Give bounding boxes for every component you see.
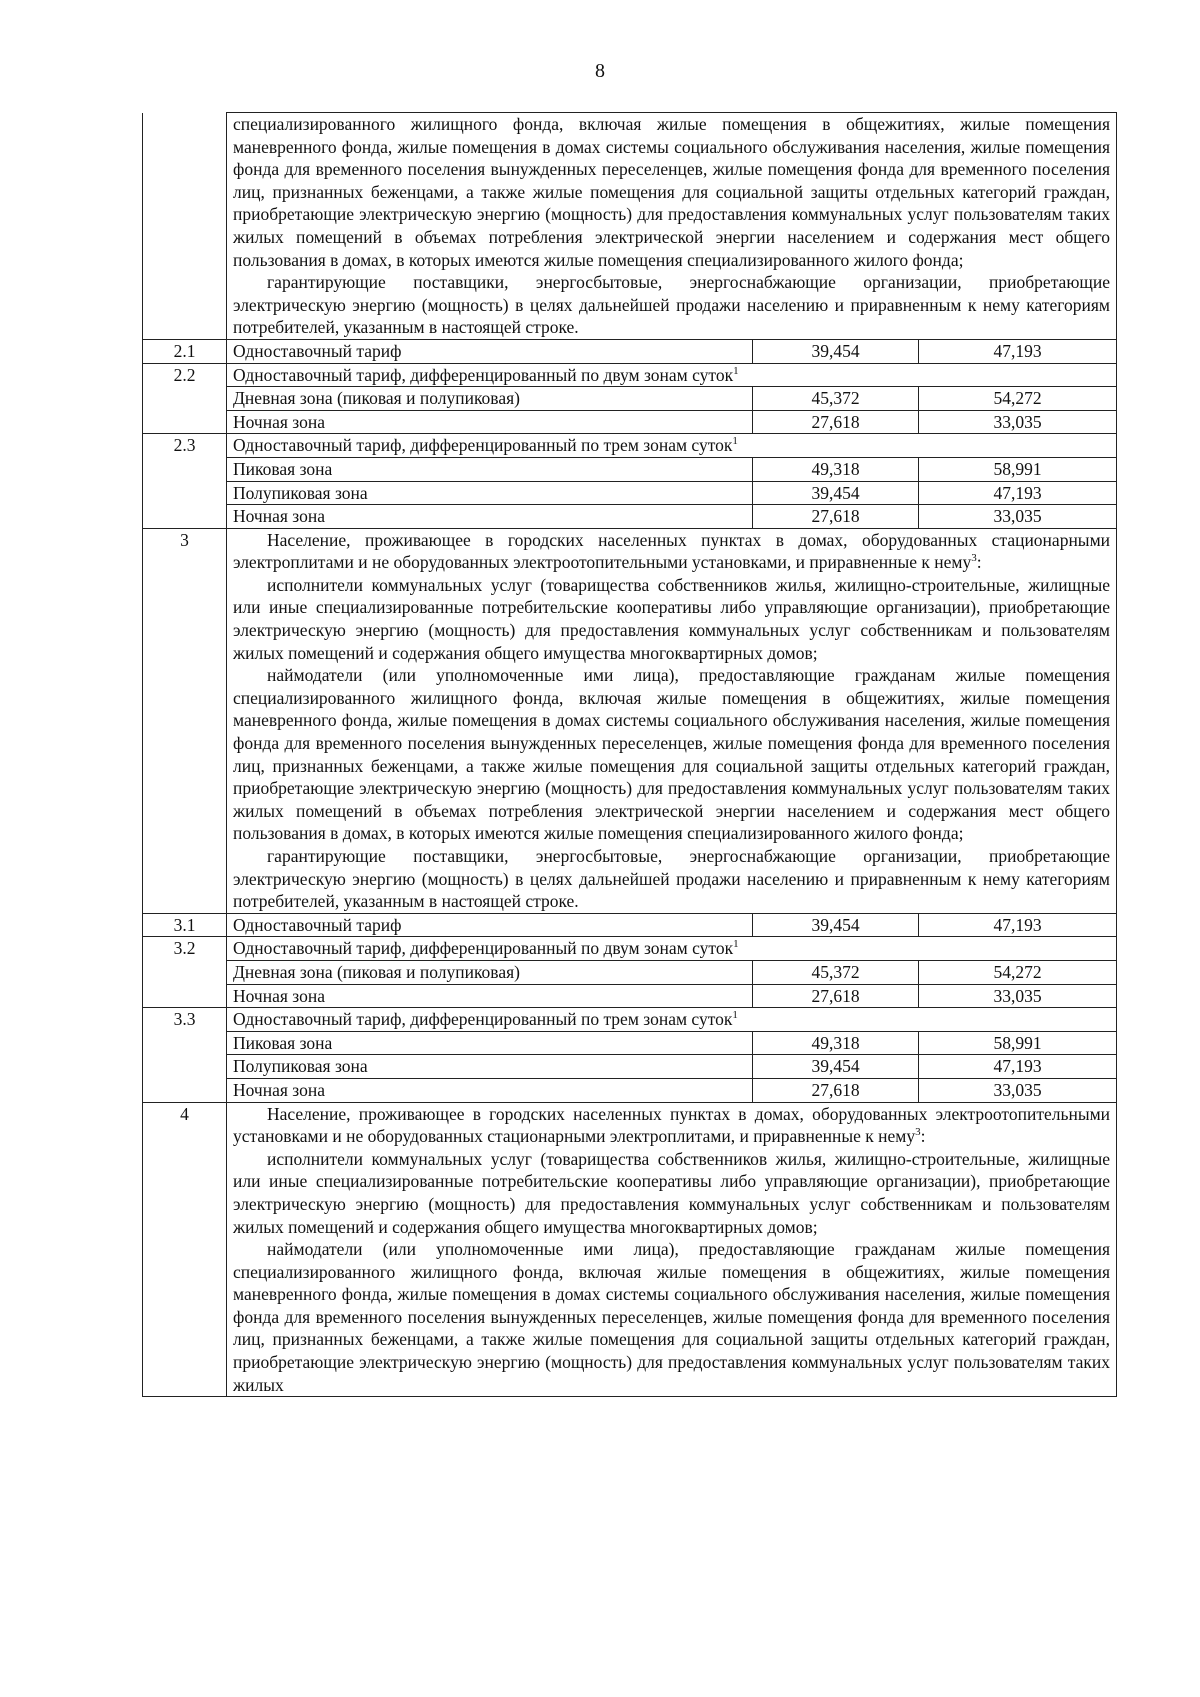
tariff-group-label xyxy=(227,1008,1117,1032)
tariff-value-1: 27,618 xyxy=(753,1078,919,1102)
tariff-value-2: 33,035 xyxy=(919,1078,1117,1102)
row-number: 2.2 xyxy=(143,363,227,387)
tariff-value-1: 49,318 xyxy=(753,457,919,481)
row-number-cell xyxy=(143,457,227,481)
paragraph: гарантирующие поставщики, энергосбытовые, энергоснабжающие организации, приобретающие электрическую энергию (мощность) в целях дальнейшей продажи населению и приравненным к нему категориям потребителей, указанным в настоящей строке. xyxy=(233,846,1111,912)
footnote-ref: 3 xyxy=(915,1126,921,1139)
table-row xyxy=(143,339,1117,363)
paragraph: исполнители коммунальных услуг (товарищества собственников жилья, жилищно-строительные, жилищные или иные специализированные потребительские кооперативы либо управляющие организации), приобретающие электрическую энергию (мощность) для предоставления коммунальных услуг собственникам и пользователям жилых помещений и содержания общего имущества многоквартирных домов; xyxy=(233,574,1111,663)
tariff-label: Ночная зона xyxy=(227,505,753,529)
heading-text: Население, проживающее в городских населенных пунктах в домах, оборудованных стационарными электроплитами и не оборудованных электроотопительными установками, и приравненные к нему xyxy=(233,529,1111,573)
footnote-ref: 1 xyxy=(732,1009,738,1022)
group-label-text: Одноставочный тариф, дифференцированный по двум зонам суток xyxy=(233,938,734,959)
tariff-label: Пиковая зона xyxy=(227,1031,753,1055)
row-number-cell xyxy=(143,113,227,340)
tariff-group-label xyxy=(227,363,1117,387)
consumer-description xyxy=(227,113,1117,340)
tariff-value-1: 39,454 xyxy=(753,481,919,505)
footnote-ref: 1 xyxy=(732,435,738,448)
tariff-label: Ночная зона xyxy=(227,1078,753,1102)
table-row xyxy=(143,481,1117,505)
table-row xyxy=(143,387,1117,411)
row-number: 2.3 xyxy=(143,434,227,458)
row-number-cell xyxy=(143,1078,227,1102)
paragraph: наймодатели (или уполномоченные ими лица), предоставляющие гражданам жилые помещения специализированного жилищного фонда, включая жилые помещения в общежитиях, жилые помещения маневренного фонда, жилые помещения в домах системы социального обслуживания населения, жилые помещения фонда для временного поселения вынужденных переселенцев, жилые помещения фонда для временного поселения лиц, признанных беженцами, а также жилые помещения для социальной защиты отдельных категорий граждан, приобретающие электрическую энергию (мощность) для предоставления коммунальных услуг пользователям таких жилых помещений в объемах потребления электрической энергии населением и содержания мест общего пользования в домах, в которых имеются жилые помещения специализированного жилого фонда; xyxy=(233,665,1111,844)
table-row xyxy=(143,1055,1117,1079)
paragraph-heading: Население, проживающее в городских населенных пунктах в домах, оборудованных электроотопительными установками и не оборудованных стационарными электроплитами, и приравненные к нему$^3$: xyxy=(233,1103,1111,1147)
tariff-value-2: 47,193 xyxy=(919,339,1117,363)
group-label-text: Одноставочный тариф, дифференцированный по двум зонам суток xyxy=(233,364,734,385)
tariff-value-1: 39,454 xyxy=(753,1055,919,1079)
tariff-table xyxy=(142,112,1117,1397)
tariff-label: Дневная зона (пиковая и полупиковая) xyxy=(227,960,753,984)
paragraph: наймодатели (или уполномоченные ими лица), предоставляющие гражданам жилые помещения специализированного жилищного фонда, включая жилые помещения в общежитиях, жилые помещения маневренного фонда, жилые помещения в домах системы социального обслуживания населения, жилые помещения фонда для временного поселения вынужденных переселенцев, жилые помещения фонда для временного поселения лиц, признанных беженцами, а также жилые помещения для социальной защиты отдельных категорий граждан, приобретающие электрическую энергию (мощность) для предоставления коммунальных услуг пользователям таких жилых xyxy=(233,1239,1111,1395)
row-number-cell xyxy=(143,410,227,434)
tariff-value-1: 27,618 xyxy=(753,505,919,529)
tariff-value-2: 58,991 xyxy=(919,1031,1117,1055)
table-row xyxy=(143,363,1117,387)
row-number-cell xyxy=(143,387,227,411)
tariff-value-1: 39,454 xyxy=(753,339,919,363)
paragraph: исполнители коммунальных услуг (товарищества собственников жилья, жилищно-строительные, жилищные или иные специализированные потребительские кооперативы либо управляющие организации), приобретающие электрическую энергию (мощность) для предоставления коммунальных услуг собственникам и пользователям жилых помещений и содержания общего имущества многоквартирных домов; xyxy=(233,1148,1111,1237)
paragraph: гарантирующие поставщики, энергосбытовые, энергоснабжающие организации, приобретающие электрическую энергию (мощность) в целях дальнейшей продажи населению и приравненным к нему категориям потребителей, указанным в настоящей строке. xyxy=(233,272,1111,338)
tariff-value-2: 47,193 xyxy=(919,1055,1117,1079)
table-row xyxy=(143,913,1117,937)
tariff-value-2: 58,991 xyxy=(919,457,1117,481)
group-label-text: Одноставочный тариф, дифференцированный по трем зонам суток xyxy=(233,1009,733,1030)
footnote-ref: 1 xyxy=(733,364,739,377)
row-number: 3.3 xyxy=(143,1008,227,1032)
paragraph-heading: Население, проживающее в городских населенных пунктах в домах, оборудованных стационарными электроплитами и не оборудованных электроотопительными установками, и приравненные к нему$^3$: xyxy=(233,529,1111,573)
tariff-value-1: 49,318 xyxy=(753,1031,919,1055)
row-number: 3 xyxy=(143,528,227,913)
table-row xyxy=(143,1078,1117,1102)
row-number-cell xyxy=(143,1055,227,1079)
tariff-group-label xyxy=(227,937,1117,961)
table-row xyxy=(143,984,1117,1008)
group-label-text: Одноставочный тариф, дифференцированный по трем зонам суток xyxy=(233,435,733,456)
table-row xyxy=(143,1008,1117,1032)
tariff-value-2: 33,035 xyxy=(919,984,1117,1008)
row-number: 2.1 xyxy=(143,339,227,363)
footnote-ref: 1 xyxy=(733,938,739,951)
row-number-cell xyxy=(143,960,227,984)
row-number: 3.1 xyxy=(143,913,227,937)
tariff-value-1: 39,454 xyxy=(753,913,919,937)
tariff-value-2: 54,272 xyxy=(919,387,1117,411)
tariff-value-1: 45,372 xyxy=(753,387,919,411)
tariff-value-1: 27,618 xyxy=(753,984,919,1008)
paragraph: специализированного жилищного фонда, включая жилые помещения в общежитиях, жилые помещения маневренного фонда, жилые помещения в домах системы социального обслуживания населения, жилые помещения фонда для временного поселения вынужденных переселенцев, жилые помещения фонда для временного поселения лиц, признанных беженцами, а также жилые помещения для социальной защиты отдельных категорий граждан, приобретающие электрическую энергию (мощность) для предоставления коммунальных услуг пользователям таких жилых помещений в объемах потребления электрической энергии населением и содержания мест общего пользования в домах, в которых имеются жилые помещения специализированного жилого фонда; xyxy=(233,114,1111,270)
row-number-cell xyxy=(143,505,227,529)
tariff-value-1: 45,372 xyxy=(753,960,919,984)
table-row xyxy=(143,505,1117,529)
tariff-value-2: 47,193 xyxy=(919,913,1117,937)
table-row xyxy=(143,1102,1117,1397)
tariff-value-2: 54,272 xyxy=(919,960,1117,984)
table-row xyxy=(143,528,1117,913)
row-number-cell xyxy=(143,984,227,1008)
table-row xyxy=(143,1031,1117,1055)
table-row xyxy=(143,457,1117,481)
tariff-value-1: 27,618 xyxy=(753,410,919,434)
table-row xyxy=(143,960,1117,984)
table-row xyxy=(143,434,1117,458)
tariff-label: Одноставочный тариф xyxy=(227,913,753,937)
row-number-cell xyxy=(143,1031,227,1055)
tariff-label: Ночная зона xyxy=(227,984,753,1008)
table-row xyxy=(143,113,1117,340)
page-number: 8 xyxy=(595,60,605,82)
tariff-label: Ночная зона xyxy=(227,410,753,434)
tariff-label: Дневная зона (пиковая и полупиковая) xyxy=(227,387,753,411)
row-number-cell xyxy=(143,481,227,505)
table-row xyxy=(143,937,1117,961)
consumer-description xyxy=(227,1102,1117,1397)
row-number: 3.2 xyxy=(143,937,227,961)
footnote-ref: 3 xyxy=(971,552,977,565)
heading-text: Население, проживающее в городских населенных пунктах в домах, оборудованных электроотопительными установками и не оборудованных стационарными электроплитами, и приравненные к нему xyxy=(233,1103,1111,1147)
consumer-description xyxy=(227,528,1117,913)
tariff-label: Полупиковая зона xyxy=(227,481,753,505)
tariff-label: Одноставочный тариф xyxy=(227,339,753,363)
table-row xyxy=(143,410,1117,434)
tariff-value-2: 33,035 xyxy=(919,410,1117,434)
row-number: 4 xyxy=(143,1102,227,1397)
tariff-label: Пиковая зона xyxy=(227,457,753,481)
tariff-value-2: 33,035 xyxy=(919,505,1117,529)
tariff-group-label xyxy=(227,434,1117,458)
tariff-label: Полупиковая зона xyxy=(227,1055,753,1079)
tariff-value-2: 47,193 xyxy=(919,481,1117,505)
